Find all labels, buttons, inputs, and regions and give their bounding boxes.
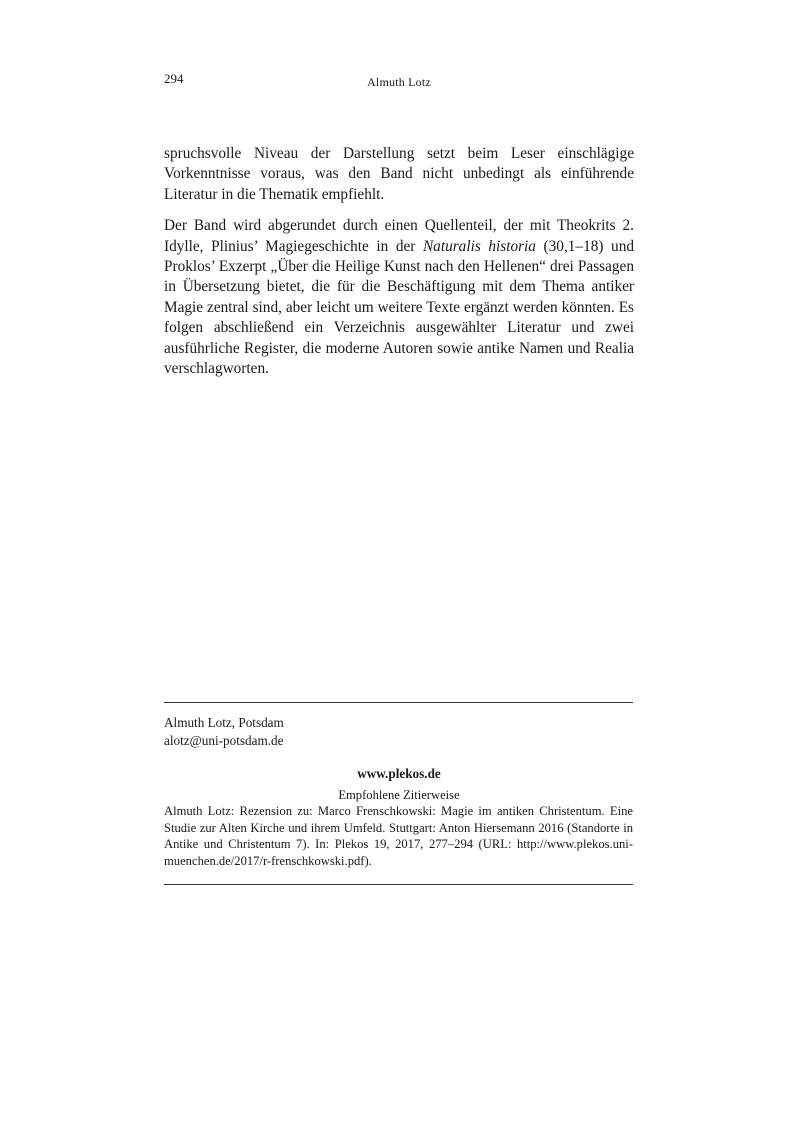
italic-title-naturalis-historia: Naturalis historia xyxy=(422,237,536,255)
author-affiliation: Almuth Lotz, Potsdam xyxy=(164,715,284,730)
running-head: Almuth Lotz xyxy=(367,75,431,89)
author-email: alotz@uni-potsdam.de xyxy=(164,733,284,748)
footer-rule-top xyxy=(164,702,633,703)
footer-rule-bottom xyxy=(164,884,633,885)
citation-text: Almuth Lotz: Rezension zu: Marco Frenschkowski: Magie im antiken Christentum. Eine Studie zur Alten Kirche und ihrem Umfeld. Stuttgart: Anton Hiersemann 2016 (Standorte in Antike und Christentum 7). In: Plekos 19, 2017, 277–294 (URL: http://www.plekos.uni-muenchen.de/2017/r-frenschkowski.pdf). xyxy=(164,804,633,868)
citation-block xyxy=(164,803,633,869)
citation-heading: Empfohlene Zitierweise xyxy=(338,788,460,802)
paragraph-2-text-start: Der Band wird abgerundet durch einen Quellenteil, der mit Theokrits 2. Idylle, Plinius’ Magiegeschichte in der xyxy=(164,217,634,255)
body-paragraph-2 xyxy=(164,216,634,379)
paragraph-2-text-end: (30,1–18) und Proklos’ Exzerpt „Über die Heilige Kunst nach den Hellenen“ drei Passagen in Übersetzung bietet, die für die Beschäftigung mit dem Thema antiker Magie zentral sind, aber leicht um weitere Texte ergänzt werden könnten. Es folgen abschließend ein Verzeichnis ausgewählter Literatur und zwei ausführliche Register, die moderne Autoren sowie antike Namen und Realia verschlagworten. xyxy=(164,237,634,378)
body-paragraph-1: spruchsvolle Niveau der Darstellung setzt beim Leser einschlägige Vorkenntnisse voraus, was den Band nicht unbedingt als einführende Literatur in die Thematik empfiehlt. xyxy=(164,145,634,203)
website-link: www.plekos.de xyxy=(357,766,441,781)
page-number: 294 xyxy=(164,71,184,86)
author-block xyxy=(164,714,634,750)
body-text xyxy=(164,144,634,379)
